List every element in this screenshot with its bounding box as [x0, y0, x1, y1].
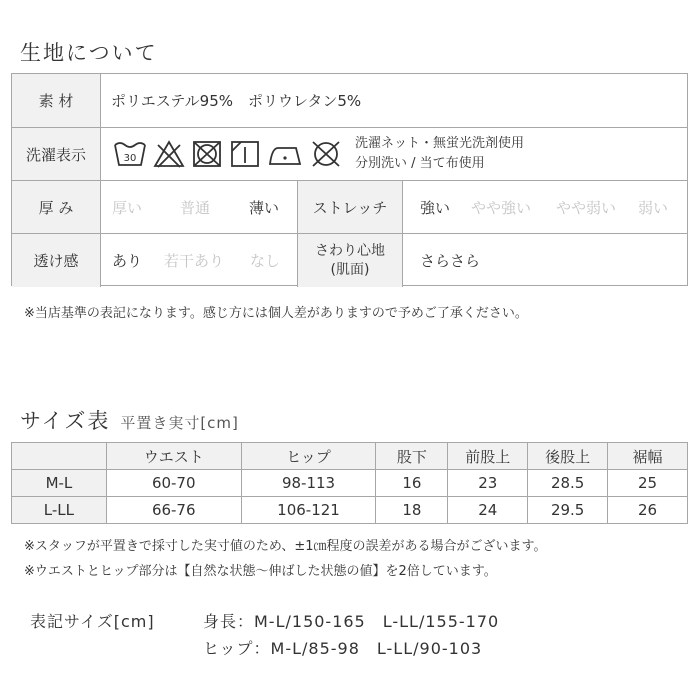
material-label: 素 材: [12, 74, 100, 127]
size-column-header-front-rise: 前股上: [448, 443, 528, 470]
fabric-section-title: 生地について: [20, 41, 158, 65]
size-column-header-back-rise: 後股上: [528, 443, 608, 470]
table-cell: 28.5: [528, 470, 608, 497]
size-subtitle: 平置き実寸[cm]: [120, 414, 239, 432]
label-size-hip: ヒップ：M-L/85-98 L-LL/90-103: [203, 639, 483, 658]
stretch-option-weak: 弱い: [638, 198, 669, 217]
fabric-note: ※当店基準の表記になります。感じ方には個人差がありますので予めご了承ください。: [24, 306, 528, 321]
care-label: 洗濯表示: [12, 128, 100, 180]
iron-low-icon: [267, 139, 303, 169]
thickness-option-thick: 厚い: [112, 198, 143, 217]
table-cell: 60-70: [106, 470, 241, 497]
table-cell: 23: [448, 470, 528, 497]
table-cell: 26: [608, 497, 688, 524]
thickness-label: 厚 み: [12, 181, 100, 233]
table-cell: 24: [448, 497, 528, 524]
size-column-header-hem-width: 裾幅: [608, 443, 688, 470]
no-tumble-dry-icon: [191, 139, 223, 169]
sheerness-option-none: なし: [250, 252, 281, 270]
size-column-header-size: [12, 443, 107, 470]
table-cell: 98-113: [241, 470, 376, 497]
care-icon-group: [101, 139, 343, 169]
thickness-option-thin: 薄い: [249, 198, 280, 217]
line-dry-shade-icon: [229, 139, 261, 169]
size-table: [11, 442, 688, 524]
size-title-text: サイズ表: [20, 409, 111, 433]
table-row: [12, 497, 688, 524]
wash-30-icon: [113, 139, 147, 169]
thickness-stretch-row: [12, 181, 687, 234]
no-bleach-icon: [153, 139, 185, 169]
stretch-options: [402, 181, 687, 233]
table-row: [12, 470, 688, 497]
table-cell: 16: [376, 470, 448, 497]
care-content: [100, 128, 687, 180]
thickness-option-normal: 普通: [180, 198, 211, 217]
size-note-1: ※スタッフが平置きで採寸した実寸値のため、±1㎝程度の誤差がある場合がございます。: [24, 539, 547, 554]
wash-temp-label: 30: [123, 153, 137, 164]
table-cell: 66-76: [106, 497, 241, 524]
texture-value: さらさら: [402, 234, 687, 287]
care-note-line1: 洗濯ネット・無蛍光洗剤使用: [355, 136, 525, 151]
size-column-header-hip: ヒップ: [241, 443, 376, 470]
care-note-line2: 分別洗い / 当て布使用: [355, 156, 485, 171]
texture-label: [297, 234, 402, 287]
size-column-header-waist: ウエスト: [106, 443, 241, 470]
label-size-height: 身長：M-L/150-165 L-LL/155-170: [203, 612, 500, 631]
table-cell: 29.5: [528, 497, 608, 524]
table-cell: 18: [376, 497, 448, 524]
stretch-option-strong: 強い: [420, 198, 451, 217]
care-row: [12, 128, 687, 181]
table-cell: 106-121: [241, 497, 376, 524]
no-dry-clean-icon: [309, 139, 343, 169]
texture-label-line1: さわり心地: [315, 242, 385, 259]
sheerness-option-yes: あり: [112, 252, 143, 270]
sheerness-option-slight: 若干あり: [164, 252, 225, 270]
material-value: ポリエステル95% ポリウレタン5%: [100, 74, 687, 127]
size-note-2: ※ウエストとヒップ部分は【自然な状態〜伸ばした状態の値】を2倍しています。: [24, 564, 497, 579]
fabric-info-table: [11, 73, 688, 286]
label-size-title: 表記サイズ[cm]: [30, 612, 155, 631]
sheerness-label: 透け感: [12, 234, 100, 287]
stretch-label: ストレッチ: [297, 181, 402, 233]
sheerness-options: [100, 234, 297, 287]
size-row-label: M-L: [12, 470, 107, 497]
table-cell: 25: [608, 470, 688, 497]
material-row: [12, 74, 687, 128]
size-column-header-inseam: 股下: [376, 443, 448, 470]
size-row-label: L-LL: [12, 497, 107, 524]
size-table-header: [12, 443, 688, 470]
stretch-option-somewhat-strong: やや強い: [471, 198, 532, 217]
thickness-options: [100, 181, 297, 233]
texture-label-line2: (肌面): [330, 261, 370, 278]
care-note: [355, 134, 524, 174]
sheerness-texture-row: [12, 234, 687, 287]
size-section-title: [20, 405, 239, 435]
stretch-option-somewhat-weak: やや弱い: [556, 198, 617, 217]
